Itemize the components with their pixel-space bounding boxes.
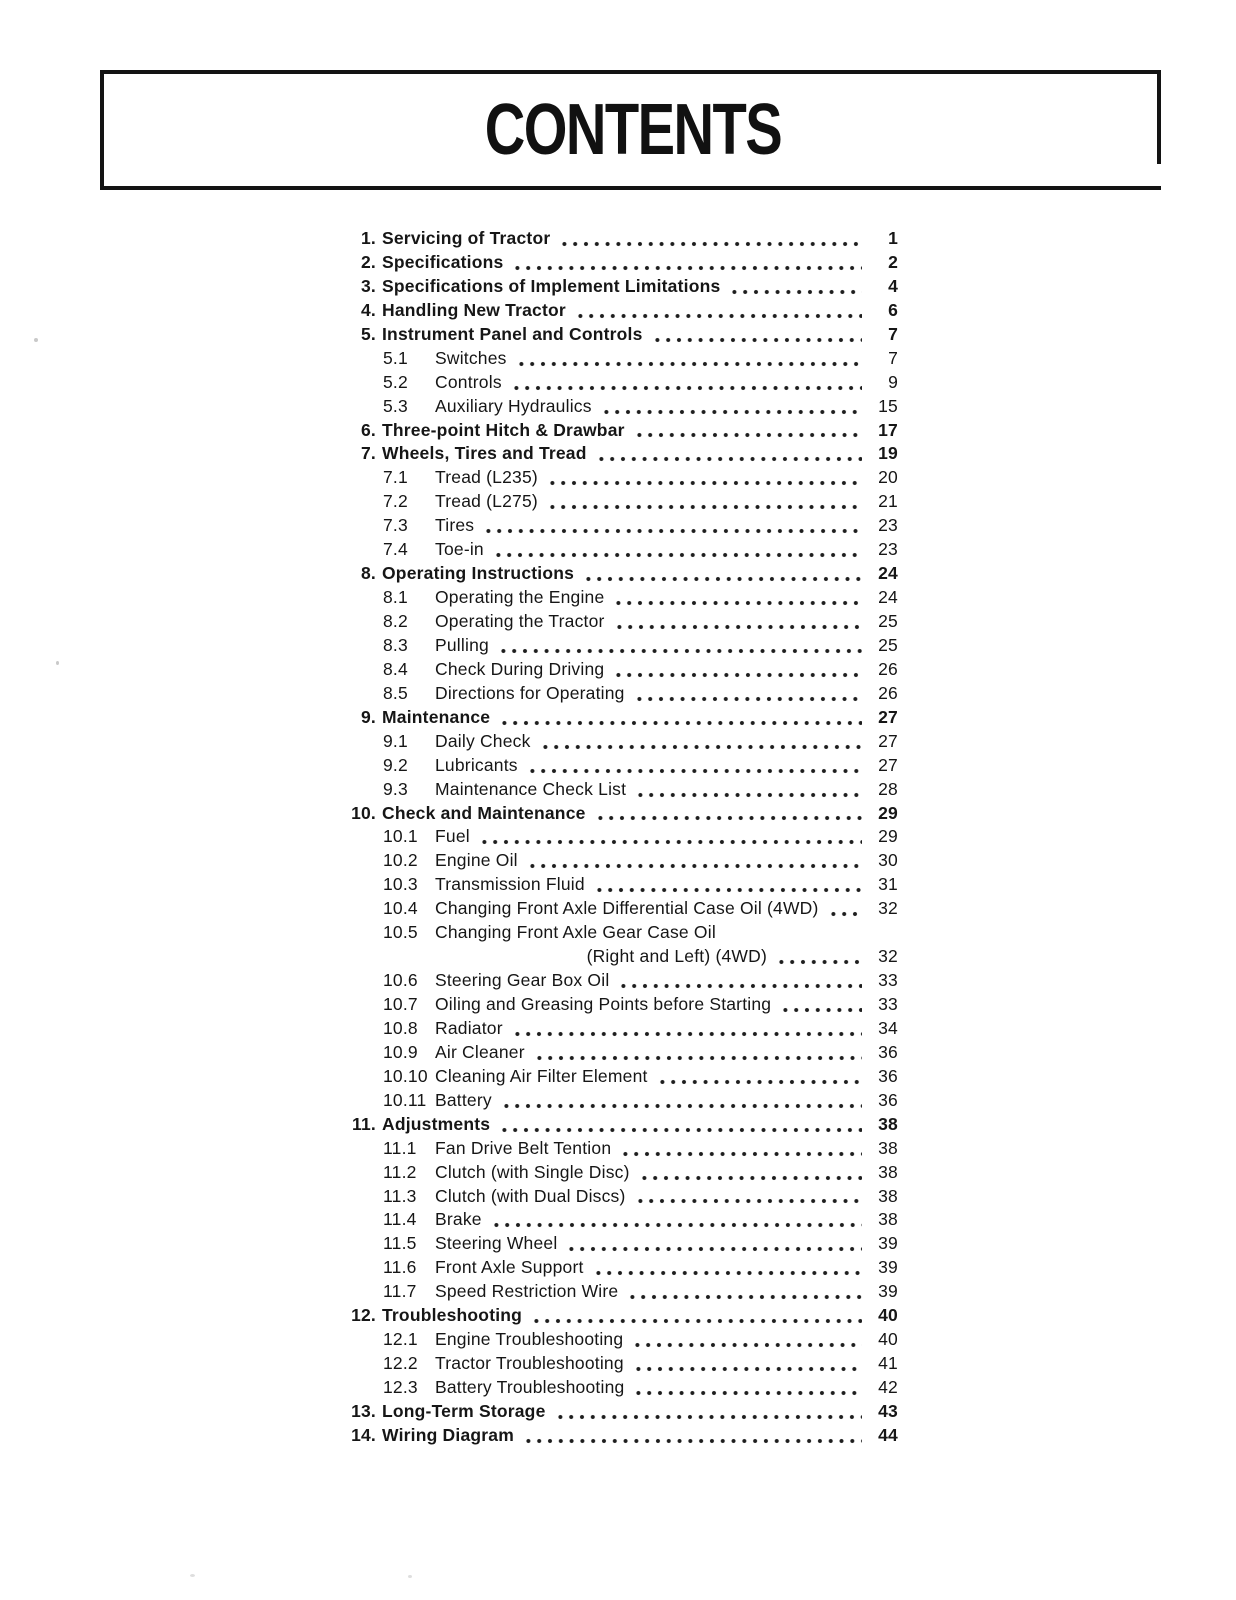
toc-entry-title: Adjustments	[382, 1113, 491, 1134]
toc-entry-number: 7.2	[383, 491, 408, 512]
toc-entry	[346, 275, 898, 299]
toc-entry	[346, 658, 898, 682]
toc-entry-number: 9.2	[383, 754, 408, 775]
toc-entry-number: 5.2	[383, 371, 408, 392]
dot-leader	[511, 385, 862, 391]
toc-entry-title: Wheels, Tires and Tread	[382, 443, 587, 464]
toc-entry-page: 23	[878, 515, 898, 536]
toc-entry	[346, 1232, 898, 1256]
toc-entry	[346, 1113, 898, 1137]
toc-entry-number: 9.3	[383, 778, 408, 799]
toc-entry-title: Operating the Tractor	[435, 611, 605, 631]
dot-leader	[635, 1198, 862, 1204]
toc-entry-page: 20	[878, 467, 898, 488]
dot-leader	[493, 552, 862, 558]
toc-entry-title: Long-Term Storage	[382, 1400, 546, 1421]
toc-entry-page: 1	[888, 228, 898, 248]
dot-leader	[618, 983, 862, 989]
toc-entry-title: Tread (L275)	[435, 491, 538, 512]
toc-entry-title: Three-point Hitch & Drawbar	[382, 419, 625, 440]
toc-entry-page: 38	[878, 1137, 898, 1158]
toc-entry	[346, 945, 898, 969]
toc-entry	[346, 802, 898, 826]
toc-entry-number: 10.8	[383, 1017, 418, 1038]
dot-leader	[547, 480, 862, 486]
toc-entry	[346, 419, 898, 443]
toc-entry	[346, 1185, 898, 1209]
toc-entry-title: (Right and Left) (4WD)	[586, 946, 767, 967]
toc-entry-number: 7.3	[383, 515, 408, 536]
toc-entry-page: 42	[878, 1377, 898, 1397]
dot-leader	[555, 1414, 863, 1420]
toc-entry	[346, 1376, 898, 1400]
dot-leader	[634, 432, 862, 438]
toc-entry	[346, 1280, 898, 1304]
scan-speck	[190, 1574, 195, 1577]
dot-leader	[627, 1294, 862, 1300]
toc-entry-number: 7.	[361, 443, 376, 464]
toc-entry	[346, 1352, 898, 1376]
toc-entry	[346, 1065, 898, 1089]
toc-entry	[346, 395, 898, 419]
toc-entry	[346, 1328, 898, 1352]
dot-leader	[575, 313, 862, 319]
toc-entry-number: 10.7	[383, 994, 418, 1014]
toc-entry-title: Front Axle Support	[435, 1257, 584, 1278]
toc-entry	[346, 514, 898, 538]
toc-entry-page: 40	[878, 1329, 898, 1350]
toc-entry	[346, 1256, 898, 1280]
toc-entry-number: 12.2	[383, 1353, 418, 1374]
toc-entry-page: 27	[878, 730, 898, 751]
toc-entry	[346, 227, 898, 251]
dot-leader	[780, 1007, 862, 1013]
dot-leader	[657, 1079, 862, 1085]
toc-entry	[346, 610, 898, 634]
toc-entry	[346, 347, 898, 371]
toc-entry-page: 31	[878, 874, 898, 895]
dot-leader	[479, 839, 862, 845]
dot-leader	[483, 528, 862, 534]
dot-leader	[499, 720, 862, 726]
toc-entry-page: 34	[878, 1017, 898, 1038]
toc-entry-title: Troubleshooting	[382, 1305, 523, 1326]
toc-entry-title: Cleaning Air Filter Element	[435, 1065, 648, 1086]
toc-entry	[346, 1424, 898, 1448]
dot-leader	[534, 1055, 862, 1061]
toc-entry-page: 39	[878, 1257, 898, 1278]
toc-entry-title: Daily Check	[435, 730, 531, 751]
toc-entry-page: 39	[878, 1281, 898, 1302]
toc-entry-number: 7.1	[383, 467, 408, 488]
toc-entry-page: 6	[888, 299, 898, 320]
dot-leader	[512, 265, 862, 271]
dot-leader	[632, 1342, 862, 1348]
toc-entry-title: Steering Gear Box Oil	[435, 970, 610, 991]
scan-speck	[34, 338, 38, 342]
dot-leader	[595, 815, 862, 821]
toc-entry-title: Check During Driving	[435, 658, 605, 679]
dot-leader	[601, 409, 862, 415]
toc-entry-title: Operating the Engine	[435, 587, 605, 608]
toc-entry-page: 2	[888, 251, 898, 272]
toc-list	[346, 227, 898, 1448]
toc-entry-title: Maintenance Check List	[435, 778, 627, 799]
toc-entry-title: Battery Troubleshooting	[435, 1377, 625, 1397]
dot-leader	[620, 1151, 862, 1157]
toc-entry-title: Fan Drive Belt Tention	[435, 1137, 612, 1158]
toc-entry-number: 12.3	[383, 1377, 418, 1397]
toc-entry-title: Engine Troubleshooting	[435, 1329, 624, 1350]
dot-leader	[633, 1366, 862, 1372]
toc-entry-number: 11.3	[383, 1185, 417, 1206]
dot-leader	[527, 768, 862, 774]
toc-entry-title: Switches	[435, 347, 507, 368]
toc-entry-number: 14.	[351, 1424, 376, 1445]
toc-entry-number: 10.11	[383, 1089, 427, 1110]
toc-entry-page: 24	[878, 563, 898, 584]
dot-leader	[516, 361, 862, 367]
toc-entry-number: 11.1	[383, 1137, 417, 1158]
toc-entry-title: Specifications of Implement Limitations	[382, 275, 721, 296]
toc-entry-title: Tread (L235)	[435, 467, 538, 488]
toc-entry-page: 29	[878, 802, 898, 823]
toc-entry-title: Maintenance	[382, 706, 491, 727]
dot-leader	[547, 504, 862, 510]
toc-entry	[346, 299, 898, 323]
toc-entry-page: 39	[878, 1233, 898, 1254]
toc-entry-title: Directions for Operating	[435, 682, 625, 703]
toc-entry-page: 23	[878, 539, 898, 560]
dot-leader	[776, 959, 862, 965]
dot-leader	[593, 1270, 862, 1276]
toc-entry-title: Changing Front Axle Gear Case Oil	[435, 922, 716, 943]
dot-leader	[499, 1127, 862, 1133]
toc-entry-page: 24	[878, 587, 898, 608]
toc-entry-number: 5.1	[383, 347, 408, 368]
toc-entry-number: 12.	[351, 1305, 376, 1326]
toc-entry-number: 5.	[361, 323, 376, 344]
dot-leader	[501, 1103, 862, 1109]
toc-entry-number: 8.	[361, 563, 376, 584]
toc-entry-page: 19	[878, 443, 898, 464]
toc-entry-title: Tractor Troubleshooting	[435, 1353, 624, 1374]
toc-entry	[346, 634, 898, 658]
dot-leader	[594, 887, 862, 893]
toc-entry-number: 11.5	[383, 1233, 417, 1254]
toc-entry	[346, 538, 898, 562]
toc-entry-number: 6.	[361, 419, 376, 440]
toc-entry-page: 38	[878, 1209, 898, 1230]
toc-entry-number: 11.7	[383, 1281, 417, 1302]
toc-entry-number: 10.10	[383, 1065, 428, 1086]
toc-entry-page: 17	[878, 419, 898, 440]
toc-entry-title: Radiator	[435, 1017, 503, 1038]
toc-entry-number: 11.6	[383, 1257, 417, 1278]
toc-entry-title: Fuel	[435, 826, 470, 847]
toc-entry-page: 26	[878, 682, 898, 703]
toc-entry-title: Steering Wheel	[435, 1233, 558, 1254]
toc-entry	[346, 251, 898, 275]
toc-entry-title: Changing Front Axle Differential Case Oil (4WD)	[435, 898, 819, 919]
toc-entry-number: 10.9	[383, 1041, 418, 1062]
dot-leader	[613, 600, 862, 606]
toc-entry-number: 11.2	[383, 1161, 417, 1182]
toc-entry	[346, 1400, 898, 1424]
toc-entry-title: Air Cleaner	[435, 1041, 525, 1062]
toc-entry-page: 36	[878, 1041, 898, 1062]
scan-speck	[408, 1575, 412, 1578]
toc-entry	[346, 825, 898, 849]
toc-entry	[346, 1089, 898, 1113]
toc-entry-number: 12.1	[383, 1329, 418, 1350]
dot-leader	[583, 576, 862, 582]
toc-entry	[346, 466, 898, 490]
dot-leader	[527, 863, 862, 869]
toc-entry-page: 26	[878, 658, 898, 679]
toc-entry-title: Brake	[435, 1209, 482, 1230]
toc-entry-page: 36	[878, 1089, 898, 1110]
toc-entry	[346, 323, 898, 347]
dot-leader	[531, 1318, 862, 1324]
toc-entry-title: Clutch (with Single Disc)	[435, 1161, 630, 1182]
scan-speck	[56, 661, 59, 665]
toc-entry-number: 7.4	[383, 539, 408, 560]
toc-entry	[346, 442, 898, 466]
toc-entry	[346, 993, 898, 1017]
toc-entry	[346, 921, 898, 945]
dot-leader	[634, 696, 862, 702]
toc-entry	[346, 897, 898, 921]
toc-entry-number: 8.2	[383, 611, 408, 631]
dot-leader	[540, 744, 862, 750]
toc-entry-number: 1.	[361, 228, 376, 248]
toc-entry-page: 33	[878, 994, 898, 1014]
toc-entry-number: 8.3	[383, 634, 408, 655]
toc-entry-number: 10.4	[383, 898, 418, 919]
toc-entry-title: Toe-in	[435, 539, 484, 560]
toc-entry	[346, 969, 898, 993]
dot-leader	[729, 289, 862, 295]
toc-entry	[346, 873, 898, 897]
toc-entry	[346, 1208, 898, 1232]
toc-entry-title: Handling New Tractor	[382, 299, 566, 320]
toc-entry-page: 44	[878, 1424, 898, 1445]
toc-entry-page: 27	[878, 754, 898, 775]
toc-entry-page: 36	[878, 1065, 898, 1086]
toc-entry-title: Engine Oil	[435, 850, 518, 871]
toc-entry-title: Operating Instructions	[382, 563, 575, 584]
toc-entry-page: 43	[878, 1400, 898, 1421]
toc-entry-title: Clutch (with Dual Discs)	[435, 1185, 626, 1206]
contents-title-box	[100, 70, 1161, 190]
toc-entry-page: 33	[878, 970, 898, 991]
toc-entry-number: 4.	[361, 299, 376, 320]
dot-leader	[614, 624, 862, 630]
toc-entry-title: Check and Maintenance	[382, 802, 586, 823]
toc-entry-page: 41	[878, 1353, 898, 1374]
dot-leader	[566, 1246, 862, 1252]
toc-entry	[346, 778, 898, 802]
dot-leader	[523, 1438, 862, 1444]
toc-entry	[346, 754, 898, 778]
toc-entry-number: 10.3	[383, 874, 418, 895]
toc-entry-title: Auxiliary Hydraulics	[435, 395, 592, 416]
toc-entry-page: 38	[878, 1113, 898, 1134]
title-box-border-artifact	[1157, 70, 1161, 164]
toc-entry-number: 8.1	[383, 587, 408, 608]
toc-entry-number: 10.2	[383, 850, 418, 871]
toc-entry-page: 21	[878, 491, 898, 512]
toc-entry-page: 4	[888, 275, 898, 296]
toc-entry	[346, 1304, 898, 1328]
toc-entry-title: Tires	[435, 515, 475, 536]
toc-entry-title: Lubricants	[435, 754, 518, 775]
toc-entry	[346, 371, 898, 395]
dot-leader	[828, 911, 862, 917]
toc-entry	[346, 1017, 898, 1041]
dot-leader	[639, 1175, 862, 1181]
dot-leader	[613, 672, 862, 678]
toc-entry-page: 38	[878, 1185, 898, 1206]
toc-entry-number: 2.	[361, 251, 376, 272]
toc-entry-page: 15	[878, 395, 898, 416]
toc-entry	[346, 1161, 898, 1185]
toc-entry-page: 25	[878, 634, 898, 655]
toc-entry-page: 7	[888, 323, 898, 344]
toc-entry-number: 11.4	[383, 1209, 417, 1230]
toc-entry	[346, 682, 898, 706]
toc-entry	[346, 849, 898, 873]
toc-entry-number: 10.	[351, 802, 376, 823]
toc-entry	[346, 706, 898, 730]
toc-entry	[346, 586, 898, 610]
toc-entry-title: Battery	[435, 1089, 492, 1110]
dot-leader	[596, 456, 862, 462]
toc-entry-page: 29	[878, 826, 898, 847]
dot-leader	[652, 337, 862, 343]
toc-entry-number: 10.6	[383, 970, 418, 991]
toc-entry-title: Wiring Diagram	[382, 1424, 514, 1445]
toc-entry-title: Instrument Panel and Controls	[382, 323, 643, 344]
dot-leader	[635, 792, 862, 798]
toc-entry	[346, 562, 898, 586]
dot-leader	[498, 648, 862, 654]
toc-entry-page: 9	[888, 371, 898, 392]
toc-entry-number: 8.5	[383, 682, 408, 703]
toc-entry-title: Specifications	[382, 251, 504, 272]
toc-entry-title: Speed Restriction Wire	[435, 1281, 619, 1302]
toc-entry-number: 13.	[351, 1400, 376, 1421]
toc-entry-number: 5.3	[383, 395, 408, 416]
toc-entry-number: 11.	[352, 1113, 376, 1134]
toc-entry	[346, 1041, 898, 1065]
toc-entry-number: 10.5	[383, 922, 418, 943]
toc-entry	[346, 1137, 898, 1161]
toc-entry-page: 30	[878, 850, 898, 871]
dot-leader	[491, 1222, 862, 1228]
dot-leader	[559, 241, 862, 247]
toc-entry-page: 38	[878, 1161, 898, 1182]
dot-leader	[633, 1390, 862, 1396]
toc-entry-number: 10.1	[383, 826, 418, 847]
toc-entry-page: 40	[878, 1305, 898, 1326]
toc-entry-number: 3.	[361, 275, 376, 296]
toc-entry-number: 9.	[361, 706, 376, 727]
toc-entry-page: 32	[878, 946, 898, 967]
toc-entry	[346, 490, 898, 514]
toc-entry-page: 28	[878, 778, 898, 799]
toc-entry-title: Servicing of Tractor	[382, 228, 551, 248]
page-title: CONTENTS	[484, 90, 781, 170]
toc-entry-title: Pulling	[435, 634, 489, 655]
toc-entry-title: Controls	[435, 371, 502, 392]
toc-entry-page: 27	[878, 706, 898, 727]
toc-entry-page: 25	[878, 611, 898, 631]
toc-entry-title: Transmission Fluid	[435, 874, 585, 895]
toc-entry-page: 7	[888, 347, 898, 368]
toc-entry-page: 32	[878, 898, 898, 919]
toc-entry	[346, 730, 898, 754]
dot-leader	[512, 1031, 862, 1037]
toc-entry-number: 9.1	[383, 730, 408, 751]
toc-entry-number: 8.4	[383, 658, 408, 679]
toc-entry-title: Oiling and Greasing Points before Starting	[435, 994, 772, 1014]
